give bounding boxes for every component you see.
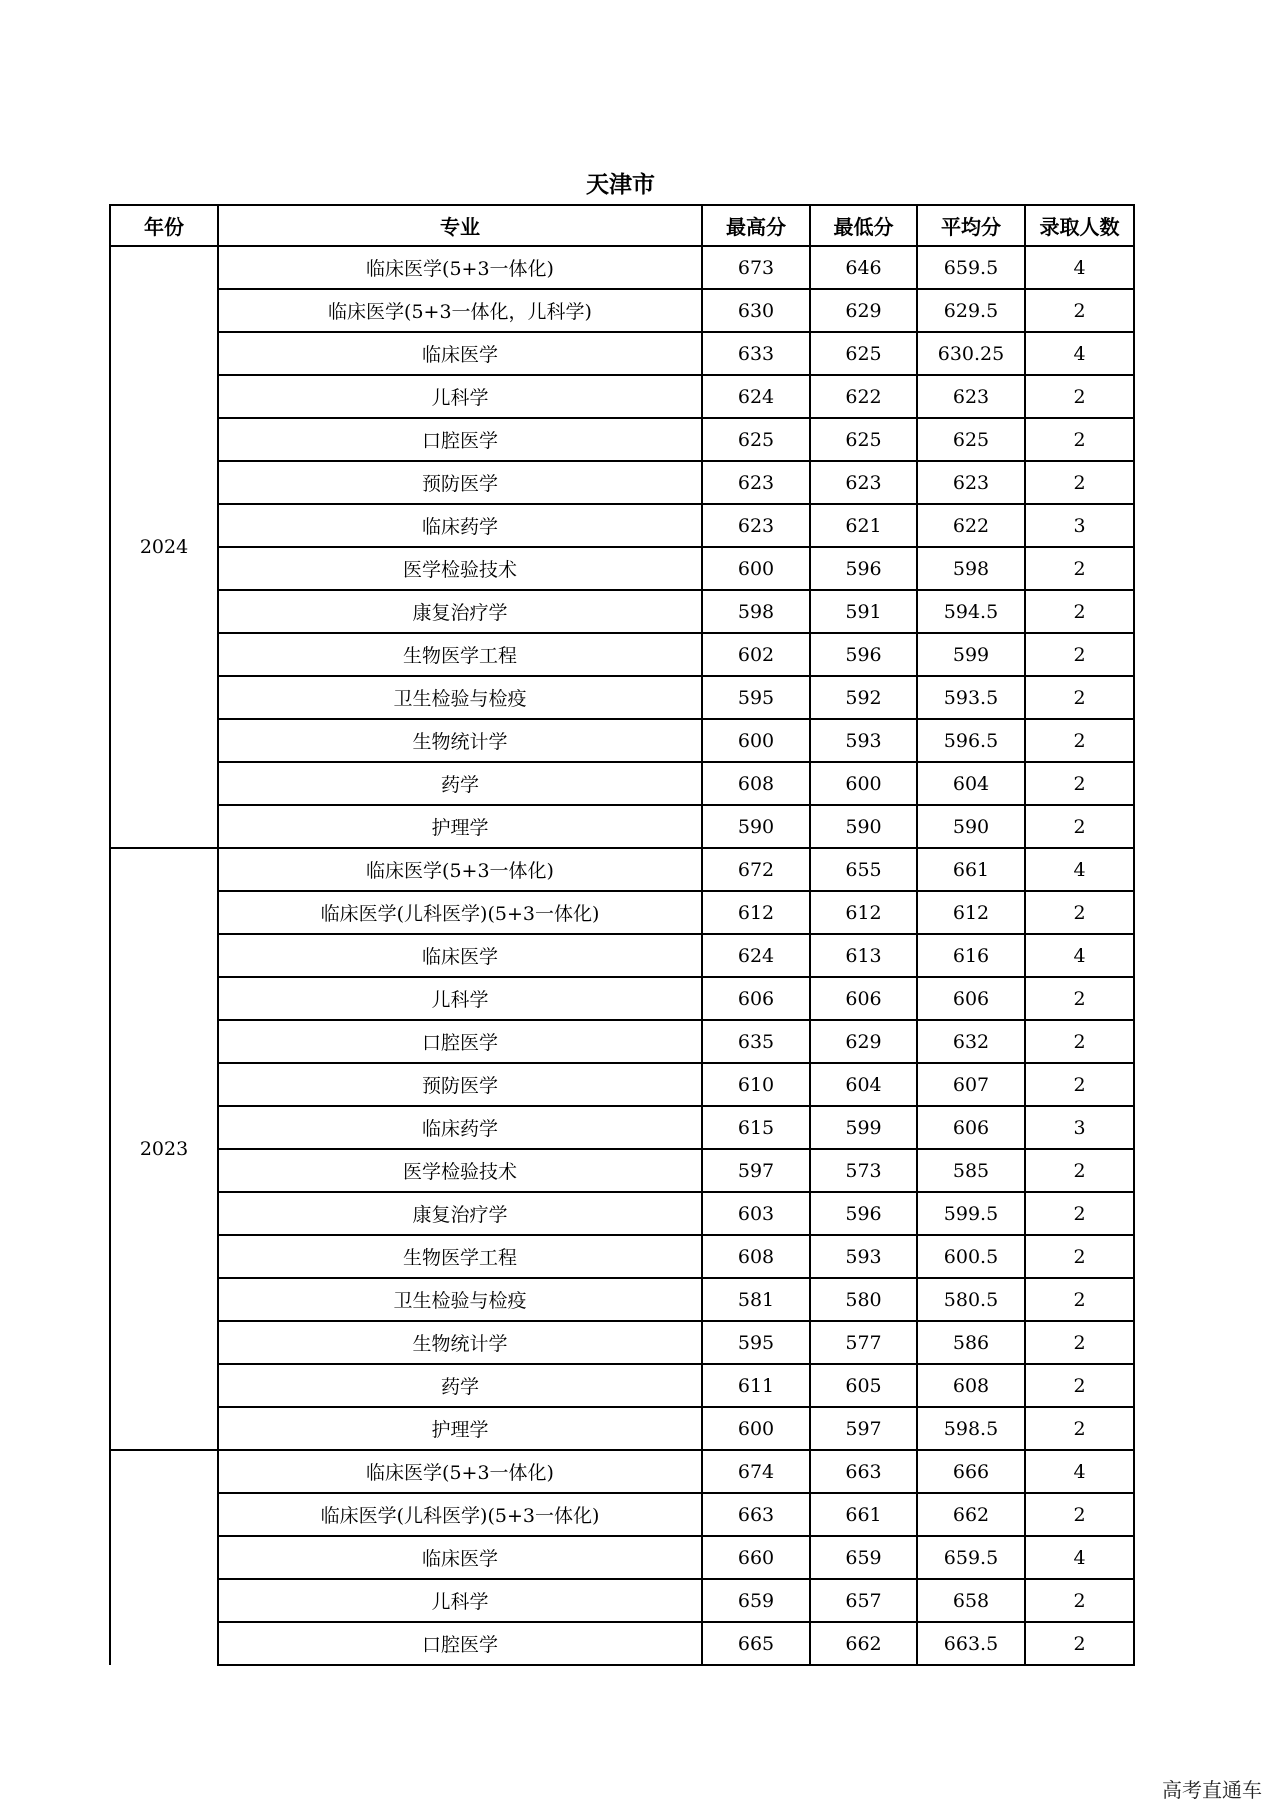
avg-score-cell: 600.5 bbox=[917, 1235, 1025, 1278]
max-score-cell: 608 bbox=[702, 762, 810, 805]
min-score-cell: 613 bbox=[810, 934, 917, 977]
admit-count-cell: 2 bbox=[1025, 1235, 1134, 1278]
major-cell: 生物统计学 bbox=[218, 719, 702, 762]
min-score-cell: 629 bbox=[810, 1020, 917, 1063]
min-score-cell: 600 bbox=[810, 762, 917, 805]
max-score-cell: 659 bbox=[702, 1579, 810, 1622]
table-row bbox=[110, 1622, 1134, 1665]
admit-count-cell: 4 bbox=[1025, 1536, 1134, 1579]
avg-score-cell: 625 bbox=[917, 418, 1025, 461]
admit-count-cell: 2 bbox=[1025, 547, 1134, 590]
avg-score-cell: 659.5 bbox=[917, 1536, 1025, 1579]
page-title: 天津市 bbox=[586, 172, 655, 198]
table-row bbox=[110, 418, 1134, 461]
table-row bbox=[110, 332, 1134, 375]
table-row bbox=[110, 547, 1134, 590]
max-score-cell: 602 bbox=[702, 633, 810, 676]
max-score-cell: 600 bbox=[702, 1407, 810, 1450]
table-row bbox=[110, 676, 1134, 719]
admit-count-cell: 2 bbox=[1025, 289, 1134, 332]
major-cell: 康复治疗学 bbox=[218, 590, 702, 633]
admit-count-cell: 4 bbox=[1025, 332, 1134, 375]
min-score-cell: 591 bbox=[810, 590, 917, 633]
admit-count-cell: 2 bbox=[1025, 891, 1134, 934]
table-row bbox=[110, 848, 1134, 891]
min-score-cell: 577 bbox=[810, 1321, 917, 1364]
admit-count-cell: 3 bbox=[1025, 1106, 1134, 1149]
avg-score-cell: 663.5 bbox=[917, 1622, 1025, 1665]
major-cell: 临床医学(5+3一体化) bbox=[218, 848, 702, 891]
max-score-cell: 590 bbox=[702, 805, 810, 848]
max-score-cell: 595 bbox=[702, 676, 810, 719]
avg-score-cell: 632 bbox=[917, 1020, 1025, 1063]
admit-count-cell: 4 bbox=[1025, 848, 1134, 891]
major-cell: 口腔医学 bbox=[218, 1020, 702, 1063]
year-cell: 2023 bbox=[110, 848, 218, 1450]
admit-count-cell: 2 bbox=[1025, 977, 1134, 1020]
header-major: 专业 bbox=[218, 205, 702, 246]
table-row bbox=[110, 977, 1134, 1020]
max-score-cell: 623 bbox=[702, 461, 810, 504]
admit-count-cell: 3 bbox=[1025, 504, 1134, 547]
avg-score-cell: 666 bbox=[917, 1450, 1025, 1493]
admit-count-cell: 2 bbox=[1025, 633, 1134, 676]
avg-score-cell: 623 bbox=[917, 375, 1025, 418]
table-row bbox=[110, 1536, 1134, 1579]
min-score-cell: 592 bbox=[810, 676, 917, 719]
table-row bbox=[110, 719, 1134, 762]
major-cell: 儿科学 bbox=[218, 375, 702, 418]
admission-score-table bbox=[109, 204, 1135, 1666]
avg-score-cell: 629.5 bbox=[917, 289, 1025, 332]
max-score-cell: 665 bbox=[702, 1622, 810, 1665]
table-row bbox=[110, 1364, 1134, 1407]
min-score-cell: 661 bbox=[810, 1493, 917, 1536]
major-cell: 临床医学(5+3一体化) bbox=[218, 246, 702, 289]
avg-score-cell: 593.5 bbox=[917, 676, 1025, 719]
max-score-cell: 630 bbox=[702, 289, 810, 332]
major-cell: 护理学 bbox=[218, 1407, 702, 1450]
max-score-cell: 608 bbox=[702, 1235, 810, 1278]
max-score-cell: 610 bbox=[702, 1063, 810, 1106]
min-score-cell: 590 bbox=[810, 805, 917, 848]
min-score-cell: 606 bbox=[810, 977, 917, 1020]
table-row bbox=[110, 934, 1134, 977]
max-score-cell: 624 bbox=[702, 375, 810, 418]
admit-count-cell: 4 bbox=[1025, 246, 1134, 289]
max-score-cell: 600 bbox=[702, 719, 810, 762]
major-cell: 医学检验技术 bbox=[218, 1149, 702, 1192]
major-cell: 生物统计学 bbox=[218, 1321, 702, 1364]
max-score-cell: 624 bbox=[702, 934, 810, 977]
admit-count-cell: 4 bbox=[1025, 934, 1134, 977]
admit-count-cell: 2 bbox=[1025, 1020, 1134, 1063]
min-score-cell: 659 bbox=[810, 1536, 917, 1579]
major-cell: 临床医学 bbox=[218, 332, 702, 375]
max-score-cell: 663 bbox=[702, 1493, 810, 1536]
max-score-cell: 623 bbox=[702, 504, 810, 547]
admit-count-cell: 2 bbox=[1025, 1622, 1134, 1665]
min-score-cell: 622 bbox=[810, 375, 917, 418]
min-score-cell: 596 bbox=[810, 1192, 917, 1235]
min-score-cell: 596 bbox=[810, 633, 917, 676]
watermark-text: 高考直通车 bbox=[1162, 1778, 1262, 1802]
avg-score-cell: 658 bbox=[917, 1579, 1025, 1622]
avg-score-cell: 630.25 bbox=[917, 332, 1025, 375]
header-year: 年份 bbox=[110, 205, 218, 246]
major-cell: 预防医学 bbox=[218, 1063, 702, 1106]
admit-count-cell: 2 bbox=[1025, 1321, 1134, 1364]
avg-score-cell: 594.5 bbox=[917, 590, 1025, 633]
avg-score-cell: 598 bbox=[917, 547, 1025, 590]
table-row bbox=[110, 891, 1134, 934]
major-cell: 儿科学 bbox=[218, 1579, 702, 1622]
header-min-score: 最低分 bbox=[810, 205, 917, 246]
max-score-cell: 660 bbox=[702, 1536, 810, 1579]
min-score-cell: 662 bbox=[810, 1622, 917, 1665]
admit-count-cell: 2 bbox=[1025, 719, 1134, 762]
table-row bbox=[110, 1192, 1134, 1235]
min-score-cell: 580 bbox=[810, 1278, 917, 1321]
major-cell: 卫生检验与检疫 bbox=[218, 676, 702, 719]
avg-score-cell: 623 bbox=[917, 461, 1025, 504]
admit-count-cell: 2 bbox=[1025, 1063, 1134, 1106]
table-row bbox=[110, 633, 1134, 676]
avg-score-cell: 606 bbox=[917, 1106, 1025, 1149]
major-cell: 医学检验技术 bbox=[218, 547, 702, 590]
admit-count-cell: 2 bbox=[1025, 762, 1134, 805]
avg-score-cell: 598.5 bbox=[917, 1407, 1025, 1450]
max-score-cell: 625 bbox=[702, 418, 810, 461]
max-score-cell: 633 bbox=[702, 332, 810, 375]
admit-count-cell: 2 bbox=[1025, 418, 1134, 461]
table-row bbox=[110, 1235, 1134, 1278]
major-cell: 口腔医学 bbox=[218, 418, 702, 461]
min-score-cell: 593 bbox=[810, 719, 917, 762]
major-cell: 预防医学 bbox=[218, 461, 702, 504]
major-cell: 临床药学 bbox=[218, 1106, 702, 1149]
min-score-cell: 593 bbox=[810, 1235, 917, 1278]
table-row bbox=[110, 461, 1134, 504]
admit-count-cell: 4 bbox=[1025, 1450, 1134, 1493]
avg-score-cell: 616 bbox=[917, 934, 1025, 977]
avg-score-cell: 599.5 bbox=[917, 1192, 1025, 1235]
admit-count-cell: 2 bbox=[1025, 1278, 1134, 1321]
min-score-cell: 623 bbox=[810, 461, 917, 504]
major-cell: 临床医学(儿科医学)(5+3一体化) bbox=[218, 891, 702, 934]
max-score-cell: 673 bbox=[702, 246, 810, 289]
table-row bbox=[110, 1579, 1134, 1622]
avg-score-cell: 659.5 bbox=[917, 246, 1025, 289]
table-row bbox=[110, 1106, 1134, 1149]
admit-count-cell: 2 bbox=[1025, 1493, 1134, 1536]
major-cell: 临床医学 bbox=[218, 1536, 702, 1579]
admit-count-cell: 2 bbox=[1025, 461, 1134, 504]
avg-score-cell: 661 bbox=[917, 848, 1025, 891]
major-cell: 口腔医学 bbox=[218, 1622, 702, 1665]
table-row bbox=[110, 1063, 1134, 1106]
avg-score-cell: 590 bbox=[917, 805, 1025, 848]
max-score-cell: 674 bbox=[702, 1450, 810, 1493]
max-score-cell: 672 bbox=[702, 848, 810, 891]
min-score-cell: 646 bbox=[810, 246, 917, 289]
admit-count-cell: 2 bbox=[1025, 1192, 1134, 1235]
major-cell: 生物医学工程 bbox=[218, 1235, 702, 1278]
min-score-cell: 612 bbox=[810, 891, 917, 934]
table-row bbox=[110, 289, 1134, 332]
max-score-cell: 595 bbox=[702, 1321, 810, 1364]
min-score-cell: 629 bbox=[810, 289, 917, 332]
table-row bbox=[110, 375, 1134, 418]
table-row bbox=[110, 1450, 1134, 1493]
major-cell: 药学 bbox=[218, 762, 702, 805]
min-score-cell: 604 bbox=[810, 1063, 917, 1106]
min-score-cell: 599 bbox=[810, 1106, 917, 1149]
table-row bbox=[110, 1321, 1134, 1364]
min-score-cell: 573 bbox=[810, 1149, 917, 1192]
major-cell: 药学 bbox=[218, 1364, 702, 1407]
max-score-cell: 603 bbox=[702, 1192, 810, 1235]
max-score-cell: 612 bbox=[702, 891, 810, 934]
major-cell: 卫生检验与检疫 bbox=[218, 1278, 702, 1321]
table-row bbox=[110, 1020, 1134, 1063]
max-score-cell: 581 bbox=[702, 1278, 810, 1321]
table-row bbox=[110, 762, 1134, 805]
avg-score-cell: 604 bbox=[917, 762, 1025, 805]
admit-count-cell: 2 bbox=[1025, 805, 1134, 848]
major-cell: 护理学 bbox=[218, 805, 702, 848]
max-score-cell: 615 bbox=[702, 1106, 810, 1149]
admit-count-cell: 2 bbox=[1025, 590, 1134, 633]
major-cell: 临床医学(5+3一体化，儿科学) bbox=[218, 289, 702, 332]
avg-score-cell: 622 bbox=[917, 504, 1025, 547]
major-cell: 临床医学 bbox=[218, 934, 702, 977]
major-cell: 临床药学 bbox=[218, 504, 702, 547]
year-cell bbox=[110, 1450, 218, 1665]
avg-score-cell: 586 bbox=[917, 1321, 1025, 1364]
table-row bbox=[110, 590, 1134, 633]
table-row bbox=[110, 1278, 1134, 1321]
admit-count-cell: 2 bbox=[1025, 1364, 1134, 1407]
table-row bbox=[110, 805, 1134, 848]
max-score-cell: 597 bbox=[702, 1149, 810, 1192]
min-score-cell: 625 bbox=[810, 332, 917, 375]
max-score-cell: 600 bbox=[702, 547, 810, 590]
min-score-cell: 597 bbox=[810, 1407, 917, 1450]
avg-score-cell: 596.5 bbox=[917, 719, 1025, 762]
header-admit-count: 录取人数 bbox=[1025, 205, 1134, 246]
table-row bbox=[110, 1149, 1134, 1192]
table-row bbox=[110, 246, 1134, 289]
table-row bbox=[110, 1407, 1134, 1450]
table-row bbox=[110, 1493, 1134, 1536]
admit-count-cell: 2 bbox=[1025, 375, 1134, 418]
avg-score-cell: 599 bbox=[917, 633, 1025, 676]
header-avg-score: 平均分 bbox=[917, 205, 1025, 246]
min-score-cell: 605 bbox=[810, 1364, 917, 1407]
max-score-cell: 598 bbox=[702, 590, 810, 633]
avg-score-cell: 612 bbox=[917, 891, 1025, 934]
table-body bbox=[110, 246, 1134, 1665]
min-score-cell: 663 bbox=[810, 1450, 917, 1493]
min-score-cell: 657 bbox=[810, 1579, 917, 1622]
max-score-cell: 635 bbox=[702, 1020, 810, 1063]
major-cell: 儿科学 bbox=[218, 977, 702, 1020]
avg-score-cell: 606 bbox=[917, 977, 1025, 1020]
avg-score-cell: 607 bbox=[917, 1063, 1025, 1106]
avg-score-cell: 585 bbox=[917, 1149, 1025, 1192]
max-score-cell: 606 bbox=[702, 977, 810, 1020]
avg-score-cell: 608 bbox=[917, 1364, 1025, 1407]
max-score-cell: 611 bbox=[702, 1364, 810, 1407]
admit-count-cell: 2 bbox=[1025, 1407, 1134, 1450]
avg-score-cell: 580.5 bbox=[917, 1278, 1025, 1321]
admit-count-cell: 2 bbox=[1025, 1149, 1134, 1192]
major-cell: 临床医学(5+3一体化) bbox=[218, 1450, 702, 1493]
major-cell: 康复治疗学 bbox=[218, 1192, 702, 1235]
major-cell: 生物医学工程 bbox=[218, 633, 702, 676]
header-max-score: 最高分 bbox=[702, 205, 810, 246]
min-score-cell: 596 bbox=[810, 547, 917, 590]
major-cell: 临床医学(儿科医学)(5+3一体化) bbox=[218, 1493, 702, 1536]
table-header-row bbox=[110, 205, 1134, 246]
min-score-cell: 621 bbox=[810, 504, 917, 547]
year-cell: 2024 bbox=[110, 246, 218, 848]
admit-count-cell: 2 bbox=[1025, 676, 1134, 719]
min-score-cell: 625 bbox=[810, 418, 917, 461]
table-row bbox=[110, 504, 1134, 547]
min-score-cell: 655 bbox=[810, 848, 917, 891]
admit-count-cell: 2 bbox=[1025, 1579, 1134, 1622]
avg-score-cell: 662 bbox=[917, 1493, 1025, 1536]
